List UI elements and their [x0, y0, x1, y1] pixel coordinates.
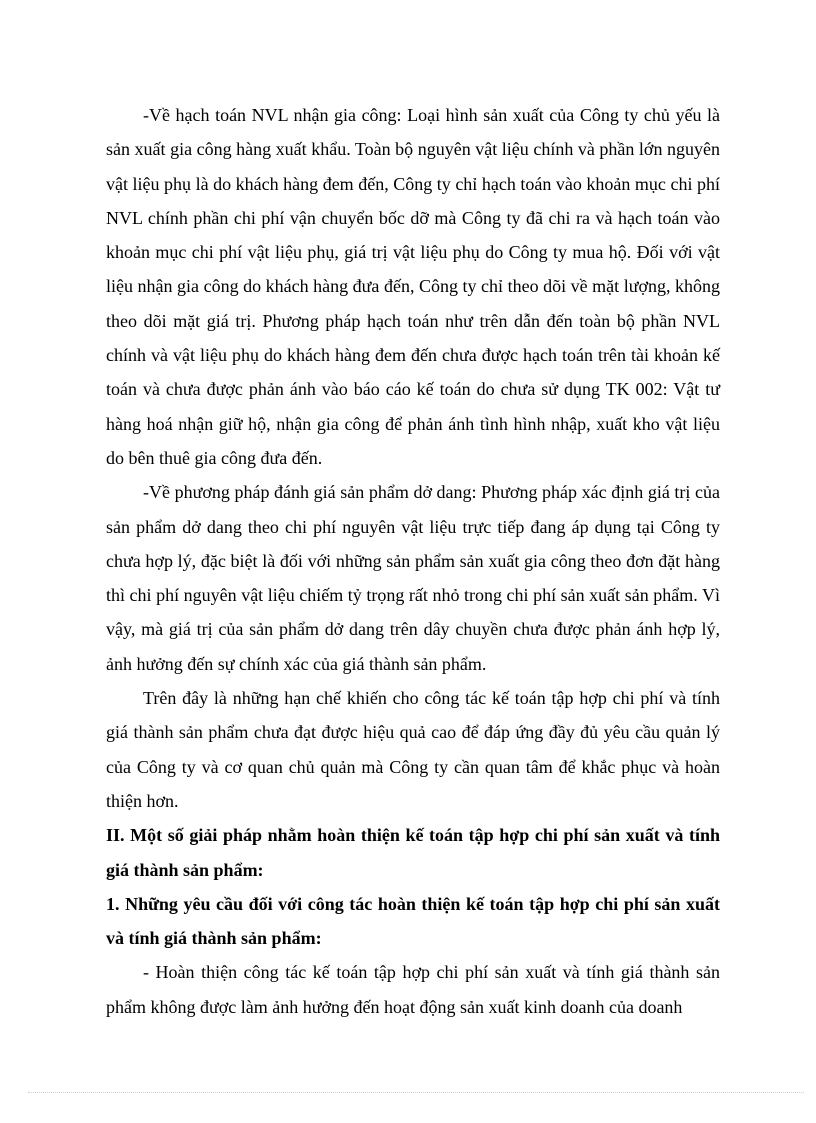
- paragraph-wip-valuation: -Về phương pháp đánh giá sản phẩm dở dang: Phương pháp xác định giá trị của sản phẩm dở dang theo chi phí nguyên vật liệu trực tiếp đang áp dụng tại Công ty chưa hợp lý, đặc biệt là đối với những sản phẩm sản xuất gia công theo đơn đặt hàng thì chi phí nguyên vật liệu chiếm tỷ trọng rất nhỏ trong chi phí sản xuất sản phẩm. Vì vậy, mà giá trị của sản phẩm dở dang trên dây chuyền chưa được phản ánh hợp lý, ảnh hưởng đến sự chính xác của giá thành sản phẩm.: [106, 482, 720, 674]
- section-heading: II. Một số giải pháp nhằm hoàn thiện kế toán tập hợp chi phí sản xuất và tính giá thành sản phẩm:: [106, 825, 720, 880]
- paragraph-nvl-processing: -Về hạch toán NVL nhận gia công: Loại hình sản xuất của Công ty chủ yếu là sản xuất gia công hàng xuất khẩu. Toàn bộ nguyên vật liệu chính và phần lớn nguyên vật liệu phụ là do khách hàng đem đến, Công ty chỉ hạch toán vào khoản mục chi phí NVL chính phần chi phí vận chuyển bốc dỡ mà Công ty đã chi ra và hạch toán vào khoản mục chi phí vật liệu phụ, giá trị vật liệu phụ do Công ty mua hộ. Đối với vật liệu nhận gia công do khách hàng đưa đến, Công ty chỉ theo dõi về mặt lượng, không theo dõi mặt giá trị. Phương pháp hạch toán như trên dẫn đến toàn bộ phần NVL chính và vật liệu phụ do khách hàng đem đến chưa được hạch toán trên tài khoản kế toán và chưa được phản ánh vào báo cáo kế toán do chưa sử dụng TK 002: Vật tư hàng hoá nhận giữ hộ, nhận gia công để phản ánh tình hình nhập, xuất kho vật liệu do bên thuê gia công đưa đến.: [106, 105, 720, 468]
- paragraph-requirement-1: - Hoàn thiện công tác kế toán tập hợp chi phí sản xuất và tính giá thành sản phẩm không được làm ảnh hưởng đến hoạt động sản xuất kinh doanh của doanh: [106, 962, 720, 1017]
- document-body: [106, 98, 720, 1024]
- subsection-heading: 1. Những yêu cầu đối với công tác hoàn thiện kế toán tập hợp chi phí sản xuất và tính giá thành sản phẩm:: [106, 893, 720, 949]
- page-bottom-divider: [28, 1092, 804, 1093]
- paragraph-limitations-summary: Trên đây là những hạn chế khiến cho công tác kế toán tập hợp chi phí và tính giá thành sản phẩm chưa đạt được hiệu quả cao để đáp ứng đầy đủ yêu cầu quản lý của Công ty và cơ quan chủ quản mà Công ty cần quan tâm để khắc phục và hoàn thiện hơn.: [106, 688, 720, 811]
